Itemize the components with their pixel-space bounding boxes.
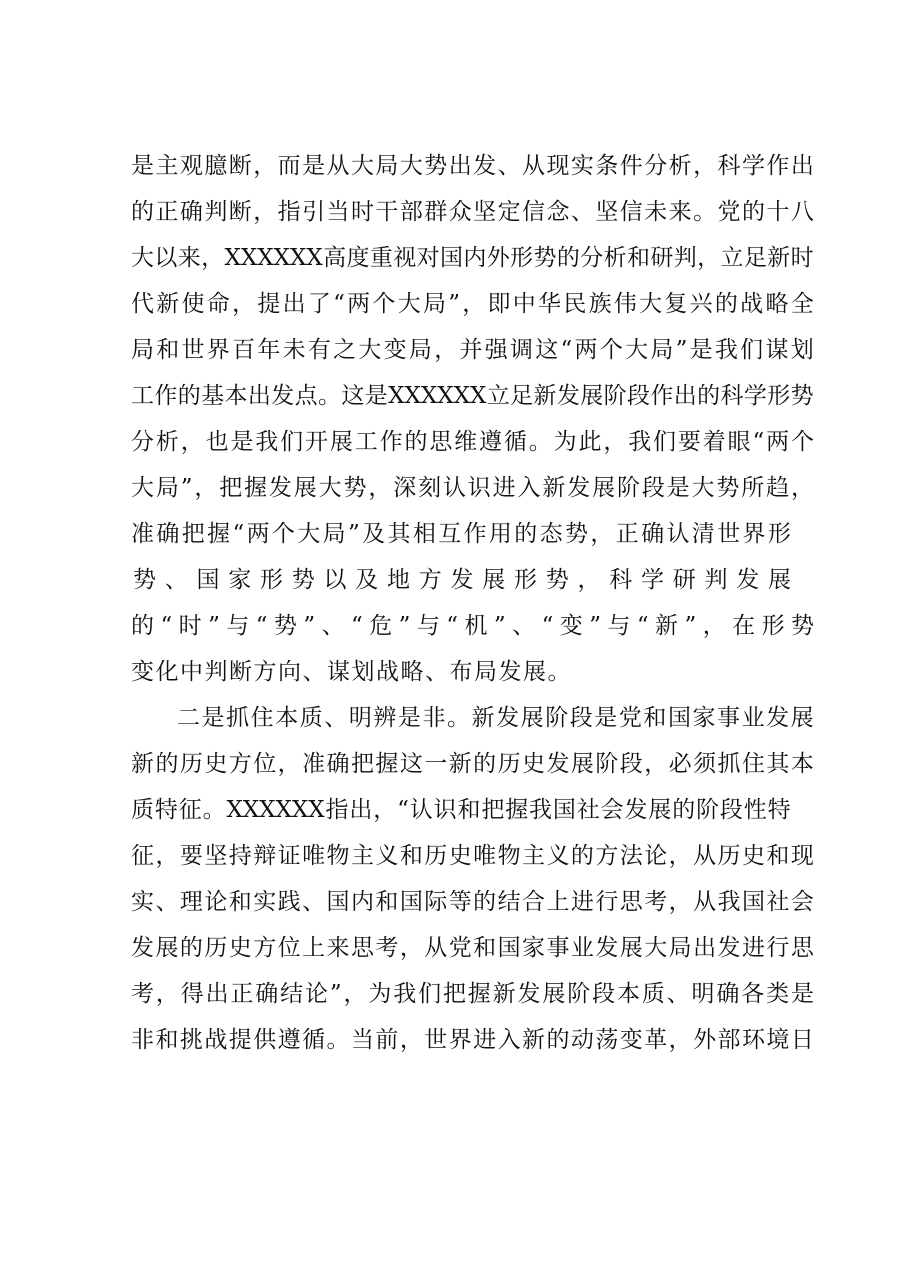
- text-line: 大 以 来 ， XXXXXX 高 度 重 视 对 国 内 外 形 势 的 分 析 和 研 判 ， 立 足 新 时: [131, 245, 814, 271]
- text-line: 新 的 历 史 方 位 ， 准 确 把 握 这 一 新 的 历 史 发 展 阶 段 ， 必 须 抓 住 其 本: [131, 751, 814, 777]
- text-line: 二 是 抓 住 本 质 、 明 辨 是 非 。 新 发 展 阶 段 是 党 和 国 家 事 业 发 展: [177, 705, 814, 731]
- text-line: 分 析 ， 也 是 我 们 开 展 工 作 的 思 维 遵 循 。 为 此 ， 我 们 要 着 眼 “ 两 个: [131, 429, 814, 455]
- text-line: 变化中判断方向、谋划战略、布局发展。: [131, 659, 572, 685]
- text-line: 考 ， 得 出 正 确 结 论 ” ， 为 我 们 把 握 新 发 展 阶 段 本 质 、 明 确 各 类 是: [131, 981, 814, 1007]
- text-line: 大 局 ” ， 把 握 发 展 大 势 ， 深 刻 认 识 进 入 新 发 展 阶 段 是 大 势 所 趋 ，: [131, 475, 814, 501]
- text-line: 局 和 世 界 百 年 未 有 之 大 变 局 ， 并 强 调 这 “ 两 个 大 局 ” 是 我 们 谋 划: [131, 337, 814, 363]
- text-line: 发 展 的 历 史 方 位 上 来 思 考 ， 从 党 和 国 家 事 业 发 展 大 局 出 发 进 行 思: [131, 935, 814, 961]
- text-line: 的 正 确 判 断 ， 指 引 当 时 干 部 群 众 坚 定 信 念 、 坚 信 未 来 。 党 的 十 八: [131, 199, 814, 225]
- text-line: 工 作 的 基 本 出 发 点 。 这 是 XXXXXX 立 足 新 发 展 阶 段 作 出 的 科 学 形 势: [131, 383, 814, 409]
- text-line: 准 确 把 握 “ 两 个 大 局 ” 及 其 相 互 作 用 的 态 势 ， 正 确 认 清 世 界 形: [131, 521, 791, 547]
- text-line: 非 和 挑 战 提 供 遵 循 。 当 前 ， 世 界 进 入 新 的 动 荡 变 革 ， 外 部 环 境 日: [131, 1027, 814, 1053]
- text-line: 的 “ 时 ” 与 “ 势 ” 、 “ 危 ” 与 “ 机 ” 、 “ 变 ” 与 “ 新 ” ， 在 形 势: [131, 613, 814, 639]
- text-line: 质 特 征 。 XXXXXX 指 出 ， “ 认 识 和 把 握 我 国 社 会 发 展 的 阶 段 性 特: [131, 797, 791, 823]
- text-line: 势 、 国 家 形 势 以 及 地 方 发 展 形 势 ， 科 学 研 判 发 展: [133, 567, 791, 593]
- text-line: 代 新 使 命 ， 提 出 了 “ 两 个 大 局 ” ， 即 中 华 民 族 伟 大 复 兴 的 战 略 全: [131, 291, 814, 317]
- text-line: 征 ， 要 坚 持 辩 证 唯 物 主 义 和 历 史 唯 物 主 义 的 方 法 论 ， 从 历 史 和 现: [131, 843, 814, 869]
- text-line: 实 、 理 论 和 实 践 、 国 内 和 国 际 等 的 结 合 上 进 行 思 考 ， 从 我 国 社 会: [131, 889, 814, 915]
- text-line: 是 主 观 臆 断 ， 而 是 从 大 局 大 势 出 发 、 从 现 实 条 件 分 析 ， 科 学 作 出: [131, 153, 814, 179]
